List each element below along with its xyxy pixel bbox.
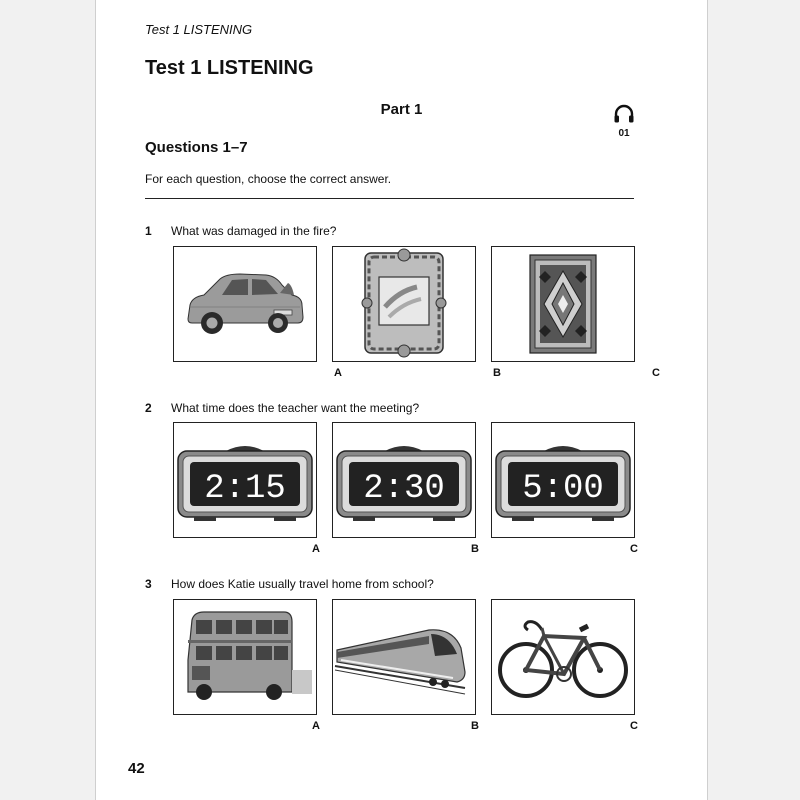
- option-label: C: [630, 720, 638, 732]
- option-2b-clock[interactable]: [332, 422, 476, 538]
- option-label: C: [652, 367, 660, 379]
- option-3a-bus[interactable]: [173, 599, 317, 715]
- page: [95, 0, 708, 800]
- option-label: B: [471, 543, 479, 555]
- headphones-icon: [613, 104, 635, 124]
- picture-frame-image: [333, 247, 475, 361]
- option-label: B: [493, 367, 501, 379]
- rug-image: [492, 247, 634, 361]
- option-2c-clock[interactable]: [491, 422, 635, 538]
- question-text: What time does the teacher want the meeting?: [171, 401, 420, 415]
- running-head: Test 1 LISTENING: [145, 22, 253, 37]
- option-label: B: [471, 720, 479, 732]
- questions-range: Questions 1–7: [145, 139, 248, 156]
- question-text: What was damaged in the fire?: [171, 224, 337, 238]
- clock-time: 5:00: [522, 470, 604, 508]
- question-text: How does Katie usually travel home from school?: [171, 577, 434, 591]
- question-number: 2: [145, 401, 152, 415]
- option-2a-clock[interactable]: [173, 422, 317, 538]
- audio-track[interactable]: [609, 104, 639, 139]
- part-heading: Part 1: [380, 101, 423, 118]
- page-title: Test 1 LISTENING: [145, 57, 314, 79]
- train-image: [333, 600, 475, 714]
- clock-time: 2:15: [204, 470, 286, 508]
- digital-clock-image: [174, 423, 316, 537]
- option-label: A: [334, 367, 342, 379]
- digital-clock-image: [333, 423, 475, 537]
- option-label: A: [312, 720, 320, 732]
- digital-clock-image: [492, 423, 634, 537]
- page-number: 42: [128, 760, 145, 777]
- instruction: For each question, choose the correct answer.: [145, 172, 392, 186]
- option-3b-train[interactable]: [332, 599, 476, 715]
- option-3c-bicycle[interactable]: [491, 599, 635, 715]
- clock-time: 2:30: [363, 470, 445, 508]
- option-1c-rug[interactable]: [491, 246, 635, 362]
- car-image: [174, 247, 316, 361]
- question-number: 1: [145, 224, 152, 238]
- option-label: C: [630, 543, 638, 555]
- option-1b-picture-frame[interactable]: [332, 246, 476, 362]
- double-decker-bus-image: [174, 600, 316, 714]
- question-number: 3: [145, 577, 152, 591]
- divider: [145, 198, 634, 199]
- bicycle-image: [492, 600, 634, 714]
- option-1a-car[interactable]: [173, 246, 317, 362]
- audio-track-number: 01: [618, 128, 630, 139]
- option-label: A: [312, 543, 320, 555]
